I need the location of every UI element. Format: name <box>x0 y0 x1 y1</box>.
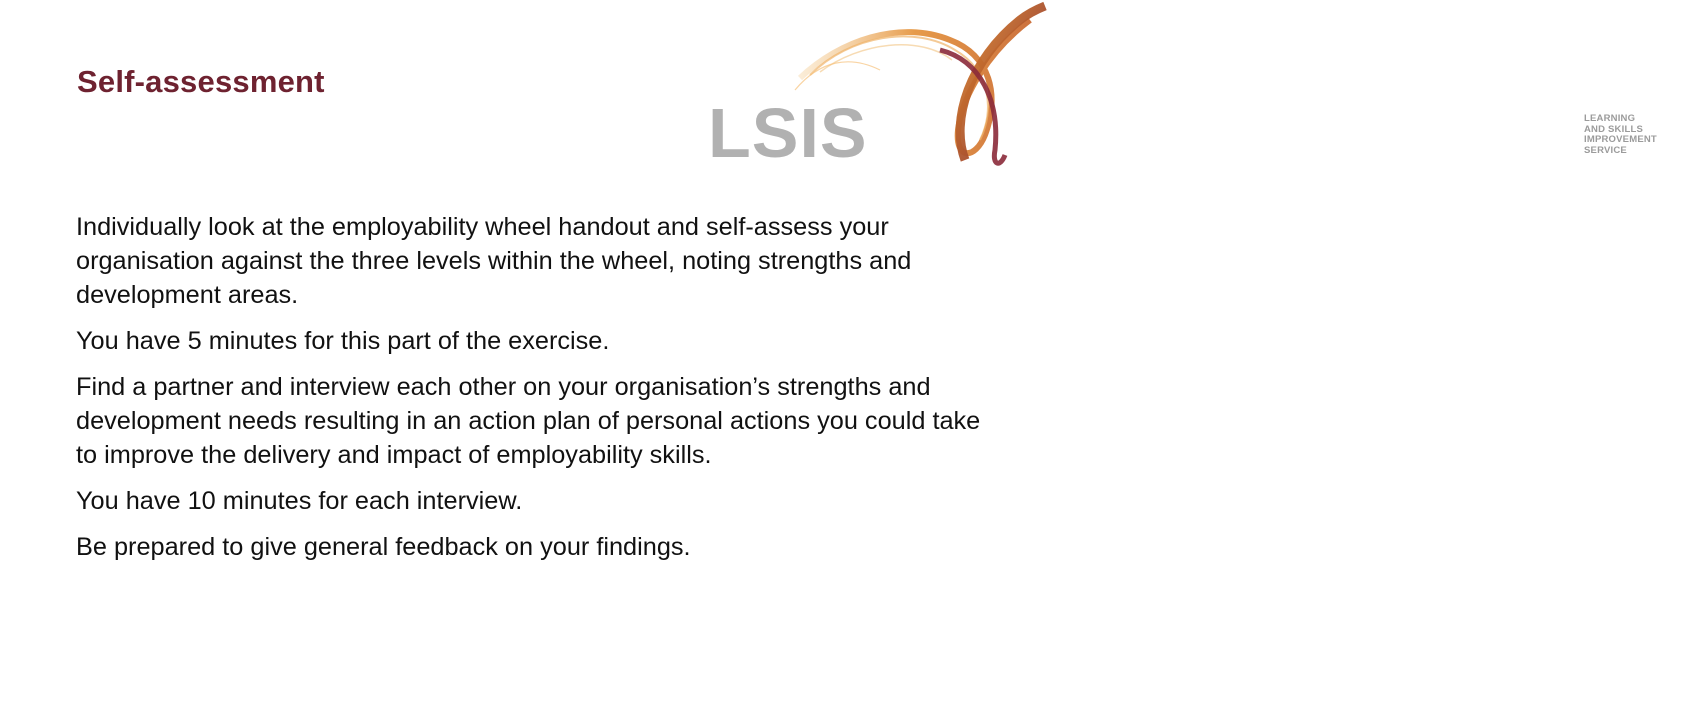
lsis-logo <box>700 0 1657 175</box>
logo-tagline-line: SERVICE <box>1584 144 1627 156</box>
body-paragraph: Individually look at the employability wheel handout and self-assess your organisation against the three levels within the wheel, noting strengths and development areas. <box>76 213 912 309</box>
body-paragraph: Be prepared to give general feedback on your findings. <box>76 533 691 561</box>
slide-title: Self-assessment <box>77 64 325 99</box>
logo-tagline-line: LEARNING <box>1584 113 1636 124</box>
logo-wordmark: LSIS <box>708 94 868 172</box>
body-paragraph: You have 5 minutes for this part of the exercise. <box>76 327 610 355</box>
logo-tagline-line: IMPROVEMENT <box>1584 134 1657 145</box>
lsis-logo-graphic <box>700 0 1040 175</box>
body-paragraph: Find a partner and interview each other on your organisation’s strengths and development needs resulting in an action plan of personal actions you could take to improve the delivery and impact of employability skills. <box>76 373 981 469</box>
logo-tagline-line: AND SKILLS <box>1584 123 1643 135</box>
logo-tagline <box>1584 114 1704 156</box>
slide-body <box>76 210 1001 576</box>
body-paragraph: You have 10 minutes for each interview. <box>76 487 523 515</box>
